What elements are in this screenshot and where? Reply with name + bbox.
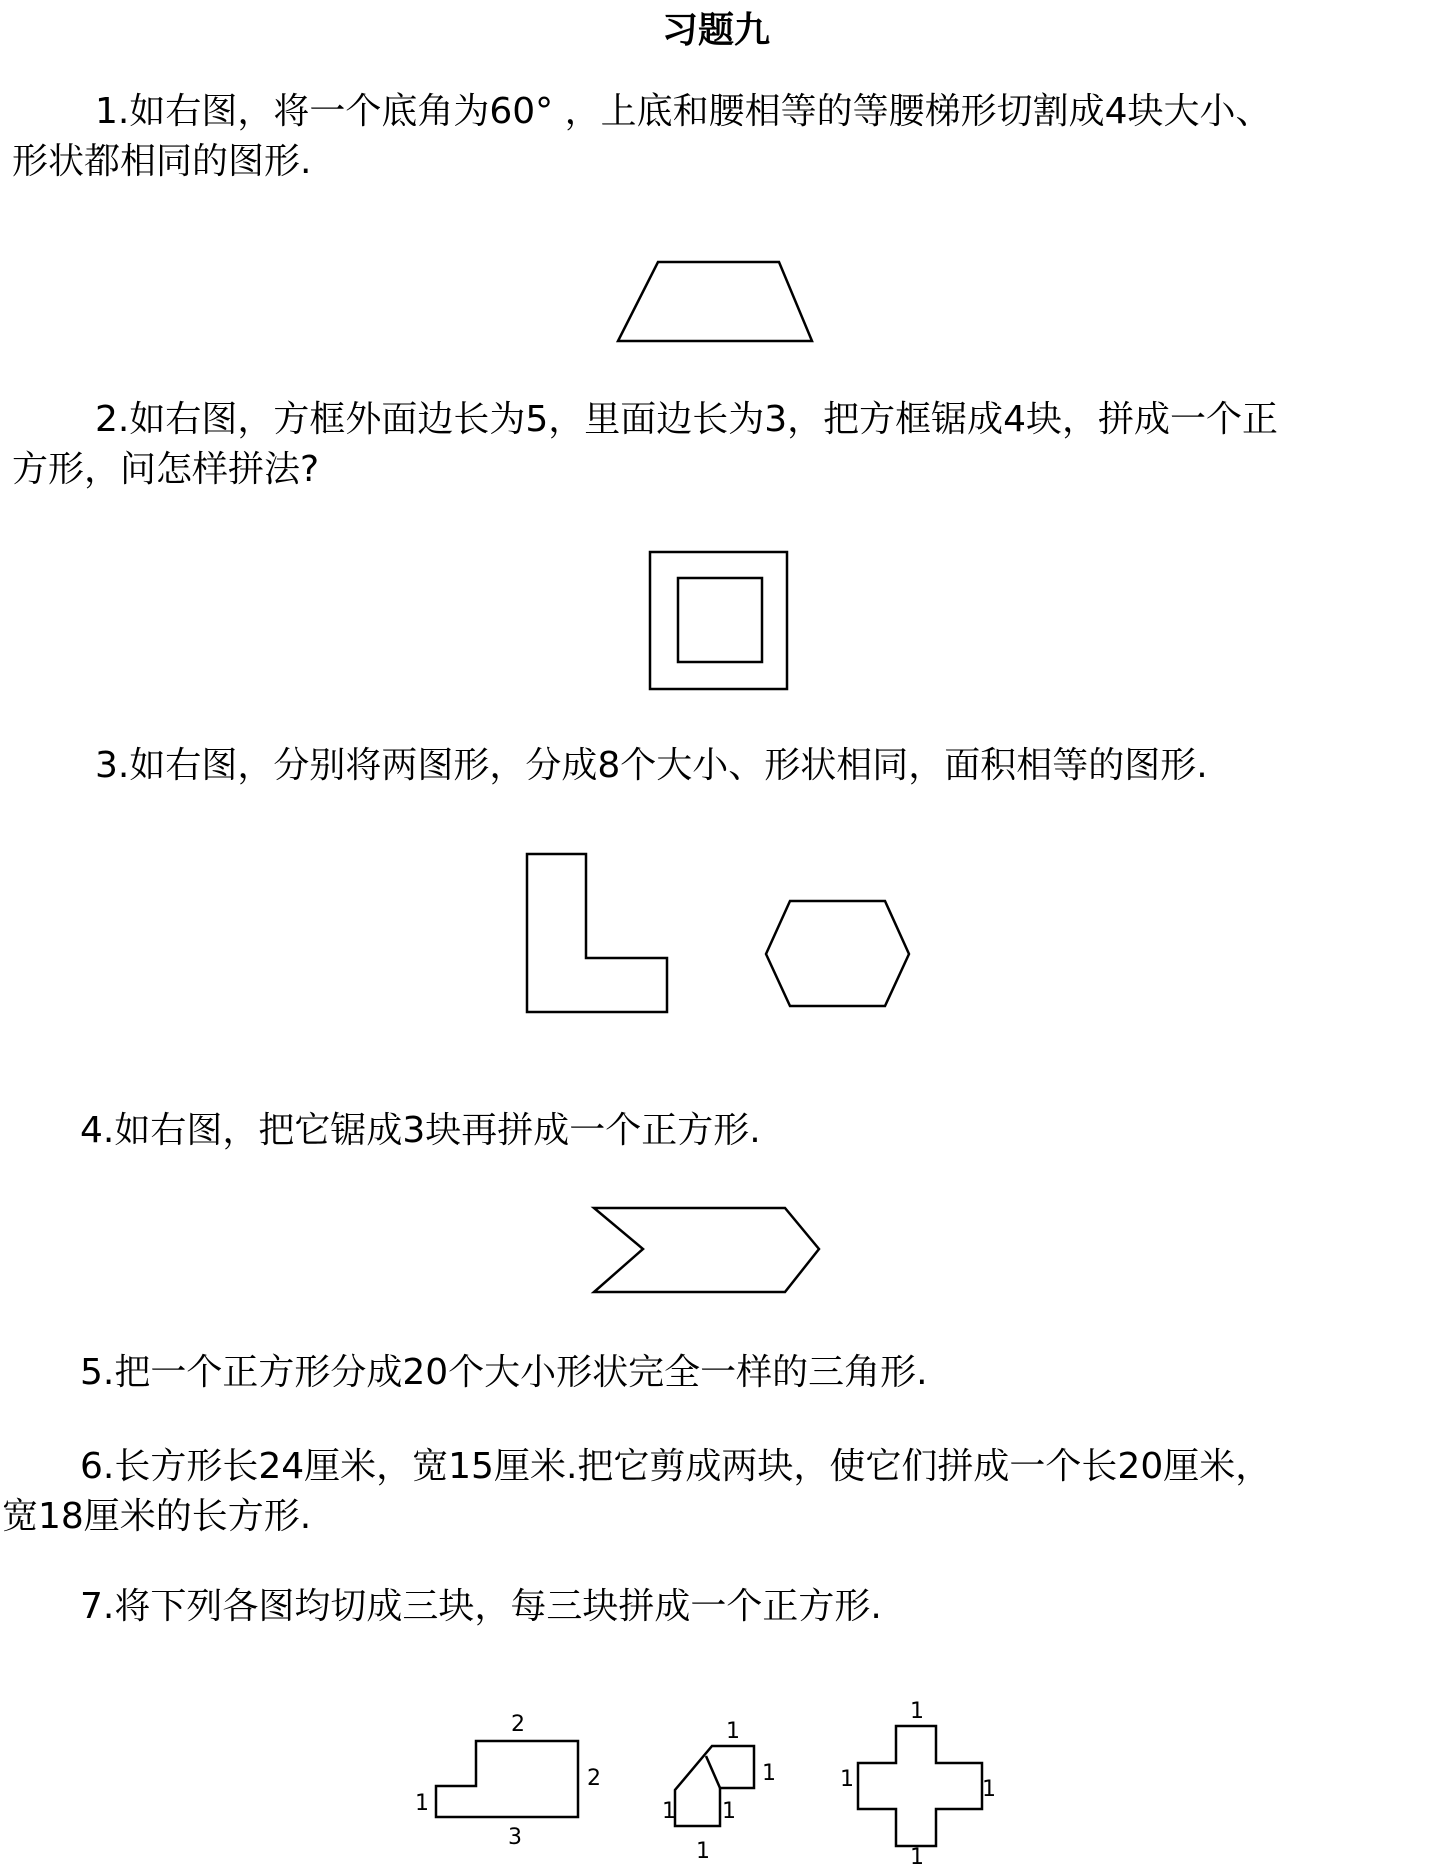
lshape-bottom-label: 1 <box>696 1839 710 1864</box>
bent-l-figure <box>675 1746 754 1826</box>
rect-left-label: 1 <box>415 1791 429 1816</box>
lshape-left-label: 1 <box>662 1799 676 1824</box>
outer-square-frame <box>650 552 787 689</box>
l-shape-figure <box>527 854 667 1012</box>
problem-6-line-2: 宽18厘米的长方形. <box>2 1496 312 1537</box>
problem-4-line-1: 4.如右图，把它锯成3块再拼成一个正方形. <box>80 1110 761 1151</box>
problem-7-line-1: 7.将下列各图均切成三块，每三块拼成一个正方形. <box>80 1586 882 1627</box>
hexagon-figure <box>766 901 909 1006</box>
lshape-right-label: 1 <box>762 1761 776 1786</box>
problem-3-line-1: 3.如右图，分别将两图形，分成8个大小、形状相同，面积相等的图形. <box>95 745 1208 786</box>
inner-square-frame <box>678 578 762 662</box>
lshape-inner-label: 1 <box>722 1799 736 1824</box>
problem-2-line-1: 2.如右图，方框外面边长为5，里面边长为3，把方框锯成4块，拼成一个正 <box>95 399 1279 440</box>
problem-1-line-2: 形状都相同的图形. <box>12 141 312 182</box>
rect-right-label: 2 <box>587 1766 601 1791</box>
cross-top-label: 1 <box>910 1699 924 1724</box>
page-title: 习题九 <box>661 10 770 51</box>
cross-left-label: 1 <box>840 1767 854 1792</box>
cross-figure <box>858 1726 982 1846</box>
problem-6-line-1: 6.长方形长24厘米，宽15厘米.把它剪成两块，使它们拼成一个长20厘米， <box>80 1446 1272 1487</box>
problem-1-line-1: 1.如右图，将一个底角为60° ，上底和腰相等的等腰梯形切割成4块大小、 <box>95 91 1272 132</box>
problem-2-line-2: 方形，问怎样拼法? <box>12 449 320 490</box>
step-rectangle-figure <box>436 1741 578 1817</box>
arrow-chevron-figure <box>594 1208 819 1292</box>
rect-bottom-label: 3 <box>508 1825 522 1850</box>
cross-bottom-label: 1 <box>910 1845 924 1870</box>
lshape-top-label: 1 <box>726 1719 740 1744</box>
rect-top-label: 2 <box>511 1712 525 1737</box>
problem-5-line-1: 5.把一个正方形分成20个大小形状完全一样的三角形. <box>80 1352 928 1393</box>
cross-right-label: 1 <box>982 1777 996 1802</box>
trapezoid-figure <box>618 262 812 341</box>
